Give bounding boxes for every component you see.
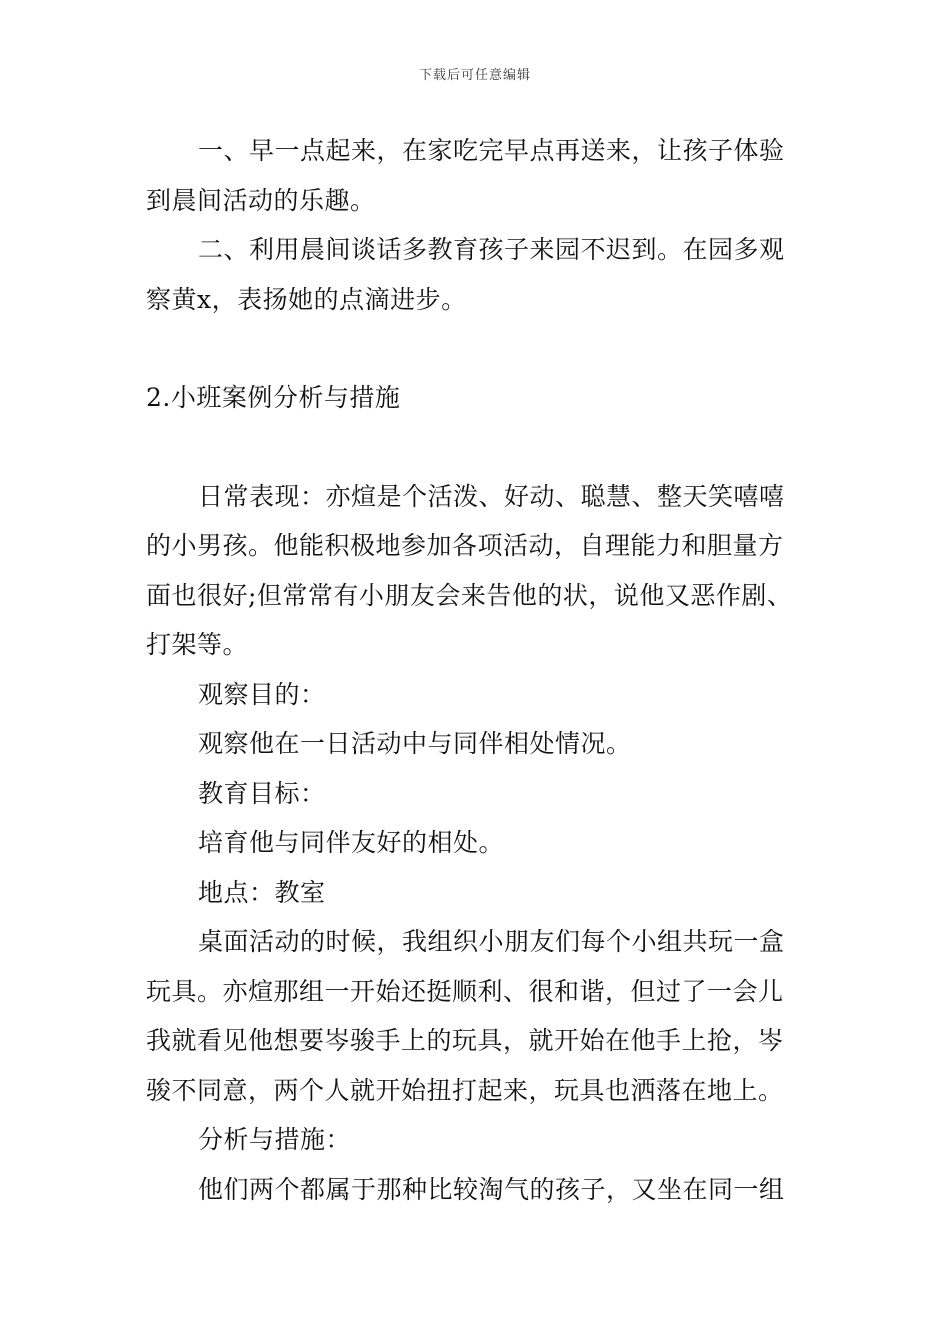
label-analysis-measures: 分析与措施： [198, 1125, 352, 1154]
section-heading: 2.小班案例分析与措施 [146, 383, 401, 412]
text-observation-purpose: 观察他在一日活动中与同伴相处情况。 [198, 729, 632, 758]
label-education-goal: 教育目标： [198, 778, 326, 808]
paragraph-daily-behavior: 日常表现：亦煊是个活泼、好动、聪慧、整天笑嘻嘻的小男孩。他能积极地参加各项活动，自理能力和胆量方面也很好;但常常有小朋友会来告他的状，说他又恶作剧、打架等。 [146, 481, 793, 659]
paragraph-measure-2: 二、利用晨间谈话多教育孩子来园不迟到。在园多观察黄x，表扬她的点滴进步。 [146, 235, 785, 314]
document-body [146, 126, 808, 1214]
paragraph-measure-1: 一、早一点起来，在家吃完早点再送来，让孩子体验到晨间活动的乐趣。 [146, 136, 785, 215]
page-header-note: 下载后可任意编辑 [418, 68, 531, 83]
text-location: 地点：教室 [198, 877, 326, 907]
text-education-goal: 培育他与同伴友好的相处。 [198, 828, 505, 857]
paragraph-analysis: 他们两个都属于那种比较淘气的孩子，又坐在同一组 [198, 1174, 785, 1204]
label-observation-purpose: 观察目的： [198, 679, 326, 709]
paragraph-incident: 桌面活动的时候，我组织小朋友们每个小组共玩一盒玩具。亦煊那组一开始还挺顺利、很和谐，但过了一会儿我就看见他想要岑骏手上的玩具，就开始在他手上抢，岑骏不同意，两个人就开始扭打起来，玩具也洒落在地上。 [146, 927, 785, 1105]
